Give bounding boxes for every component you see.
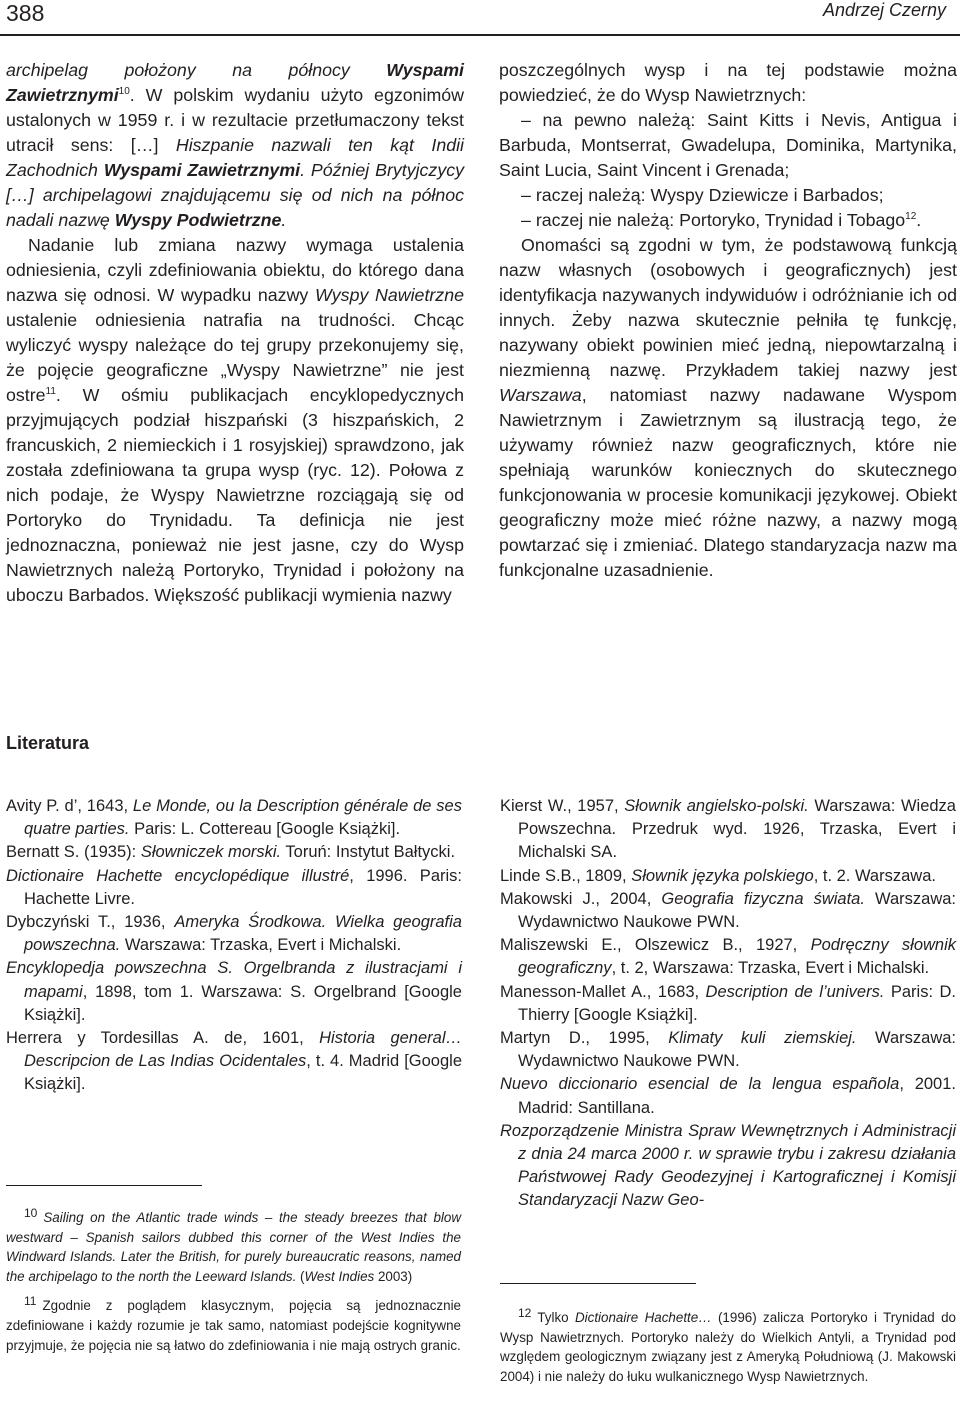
text-run: ] archipelagowi znajdującemu się od nich na północ nadali nazwę <box>6 185 464 230</box>
text-run: Dictionaire Hachette… <box>574 1310 712 1325</box>
reference-entry <box>6 795 462 841</box>
text-run: Zgodnie z poglądem klasycznym, pojęcia są jednoznacznie zdefiniowane i każdy rozumie je tak samo, natomiast podejście kognitywne przyjmuje, że pojęcia nie są łatwo do zdefiniowania i nie mają ostrych granic. <box>6 1298 461 1353</box>
text-run: Le Monde, ou la Description générale de ses quatre parties. <box>24 797 462 839</box>
left-column <box>6 58 464 608</box>
text-run: , 1996. Paris: Hachette Livre. <box>24 866 462 908</box>
text-run: Makowski J., 2004, <box>500 889 662 908</box>
text-run: Rozporządzenie Ministra Spraw Wewnętrznych i Administracji z dnia 24 marca 2000 r. w sprawie trybu i zakresu działania Państwowej Rady Geodezyjnej i Kartograficznej i Komisji Standaryzacji Nazw Geo- <box>500 1121 956 1210</box>
text-run: Warszawa <box>499 385 582 405</box>
text-run: Maliszewski E., Olszewicz B., 1927, <box>500 936 811 955</box>
reference-entry <box>500 865 956 888</box>
text-run: Kierst W., 1957, <box>500 797 625 815</box>
text-run: Nadanie lub zmiana nazwy wymaga ustalenia odniesienia, czyli zdefiniowania obiektu, do którego dana nazwa się odnosi. W wypadku nazwy <box>6 235 464 305</box>
text-run: 2003) <box>374 1268 413 1284</box>
text-run: Wyspami Zawietrznymi <box>6 60 464 105</box>
text-run: Martyn D., 1995, <box>500 1029 669 1048</box>
text-run: West Indies <box>304 1268 375 1284</box>
reference-entry <box>500 888 956 934</box>
text-run: – raczej nie należą: Portoryko, Trynidad i Tobago <box>521 210 906 230</box>
island-list <box>499 108 957 233</box>
text-run: Historia general… Descripcion de Las Indias Ocidentales <box>24 1029 462 1071</box>
text-run: Wyspy Nawietrzne <box>315 285 464 305</box>
text-run: , 1898, tom 1. Warszawa: S. Orgelbrand [Google Książki]. <box>24 982 462 1024</box>
text-run: Geografia fizyczna świata. <box>661 889 865 908</box>
text-run: Sailing on the Atlantic trade winds – the steady breezes that blow westward – Spanish sailors dubbed this corner of the West Indies the Windward Islands. Later the British, for purely bureaucratic reasons, named the archipelago to the north the Leeward Islands. <box>6 1210 461 1284</box>
page-number: 388 <box>6 0 45 26</box>
text-run: , natomiast nazwy nadawane Wyspom Nawietrznym i Zawietrznym są ilustracją tego, że używamy również nazw geograficznych, które nie spełniają warunków koniecznych do skutecznego funkcjonowania w procesie komunikacji językowej. Obiekt geograficzny może mieć różne nazwy, a nazwy mogą powtarzać się i zmieniać. Dlatego standaryzacja nazw ma funkcjonalne uzasadnienie. <box>499 385 957 580</box>
text-run: Tylko <box>537 1310 575 1325</box>
paragraph <box>499 233 957 583</box>
text-run: , 2001. Madrid: Santillana. <box>518 1075 956 1117</box>
footnotes-right <box>500 1308 956 1396</box>
page-header <box>0 0 960 38</box>
reference-entry <box>6 1027 462 1097</box>
footnotes-left <box>6 1208 461 1365</box>
reference-entry <box>500 795 956 865</box>
text-run: Warszawa: Trzaska, Evert i Michalski. <box>120 936 402 955</box>
footnote-10 <box>6 1208 461 1286</box>
text-run: … <box>10 185 29 205</box>
text-run: ( <box>296 1268 305 1284</box>
text-run: . <box>916 210 922 230</box>
list-item <box>499 208 957 233</box>
text-run: . W polskim wydaniu użyto egzonimów ustalonych w 1959 r. i w rezultacie przetłumaczony tekst utracił sens: [ <box>6 85 464 155</box>
reference-entry <box>500 1120 956 1213</box>
text-run: . W ośmiu publikacjach encyklopedycznych przyjmujących podział hiszpański (3 hiszpańskich, 2 francuskich, 2 niemieckich i 1 rosyjskiej) sprawdzono, jak została zdefiniowana ta grupa wysp (ryc. 12). Połowa z nich podaje, że Wyspy Nawietrzne rozciągają się od Portoryko do Trynidadu. Ta definicja nie jest jednoznaczna, ponieważ nie jest jasne, czy do Wysp Nawietrznych należą Portoryko, Trynidad i położony na uboczu Barbados. Większość publikacji wymienia nazwy <box>6 385 464 605</box>
text-run: archipelag położony na północy <box>6 60 387 80</box>
reference-entry <box>6 957 462 1027</box>
text-run: . <box>281 210 287 230</box>
footnote-rule-left <box>6 1185 202 1186</box>
footnote-number: 10 <box>24 1206 38 1220</box>
text-run: . Później Brytyjczycy [ <box>6 160 464 205</box>
text-run: Toruń: Instytut Bałtycki. <box>281 843 456 862</box>
text-run: Herrera y Tordesillas A. de, 1601, <box>6 1029 320 1048</box>
footnote-number: 12 <box>518 1306 532 1320</box>
reference-entry <box>500 1027 956 1073</box>
text-run: ] <box>153 135 176 155</box>
text-run: Paris: L. Cottereau [Google Książki]. <box>129 820 401 839</box>
text-run: Dybczyński T., 1936, <box>6 913 175 932</box>
text-run: Nuevo diccionario esencial de la lengua española <box>500 1075 900 1094</box>
paragraph: poszczególnych wysp i na tej podstawie można powiedzieć, że do Wysp Nawietrznych: <box>499 60 957 105</box>
footnote-ref: 10 <box>118 86 130 97</box>
text-run: Onomaści są zgodni w tym, że podstawową funkcją nazw własnych (osobowych i geograficznych) jest identyfikacja nazywanych indywiduów i odróżnianie ich od innych. Żeby nazwa skutecznie pełniła tę funkcję, nazywany obiekt powinien mieć jedną, niepowtarzalną i niezmienną nazwę. Przykładem takiej nazwy jest <box>499 235 957 380</box>
reference-entry <box>500 934 956 980</box>
text-run: Bernatt S. (1935): <box>6 843 141 862</box>
section-title-literatura: Literatura <box>6 733 90 753</box>
text-run: Hiszpanie nazwali ten kąt Indii Zachodnich <box>6 135 464 180</box>
text-run: … <box>135 135 154 155</box>
list-item: – na pewno należą: Saint Kitts i Nevis, Antigua i Barbuda, Montserrat, Gwadelupa, Dominika, Martynika, Saint Lucia, Saint Vincent i Grenada; <box>499 110 957 180</box>
text-run: (1996) zalicza Portoryko i Trynidad do Wysp Nawietrznych. Portoryko należy do Wielkich Antyli, a Trynidad pod względem geologicznym związany jest z Ameryką Południową (J. Makowski 2004) i nie należy do łuku wulkanicznego Wysp Nawietrznych. <box>500 1310 956 1384</box>
text-run: Dictionaire Hachette encyclopédique illustré <box>6 866 350 885</box>
footnote-rule-right <box>500 1283 696 1284</box>
footnote-11 <box>6 1296 461 1355</box>
text-run: Wyspami Zawietrznymi <box>103 160 301 180</box>
paragraph <box>6 233 464 608</box>
text-run: , t. 4. Madrid [Google Książki]. <box>24 1052 463 1094</box>
text-run: Warszawa: Wydawnictwo Naukowe PWN. <box>518 889 956 932</box>
reference-entry <box>500 1073 956 1119</box>
text-run: Klimaty kuli ziemskiej. <box>668 1029 857 1048</box>
text-run: Ameryka Środkowa. Wielka geografia powszechna. <box>24 913 462 955</box>
text-run: ustalenie odniesienia natrafia na trudności. Chcąc wyliczyć wyspy należące do tej grupy przekonujemy się, że pojęcie geograficzne „Wyspy Nawietrzne” nie jest ostre <box>6 310 464 405</box>
reference-entry <box>6 841 462 864</box>
reference-entry <box>6 911 462 957</box>
text-run: Encyklopedja powszechna S. Orgelbranda z ilustracjami i mapami <box>6 959 462 1001</box>
text-run: Słowniczek morski. <box>140 843 282 862</box>
reference-entry <box>6 865 462 911</box>
footnote-12 <box>500 1308 956 1386</box>
text-run: Paris: D. Thierry [Google Książki]. <box>518 982 956 1024</box>
text-run: , t. 2. Warszawa. <box>813 866 936 885</box>
paragraph <box>6 58 464 233</box>
footnote-number: 11 <box>24 1294 37 1309</box>
right-column <box>499 58 957 583</box>
text-run: , t. 2, Warszawa: Trzaska, Evert i Michalski. <box>611 959 930 978</box>
text-run: Wyspy Podwietrzne <box>114 210 282 230</box>
text-run: Słownik języka polskiego <box>631 866 814 885</box>
running-head-author: Andrzej Czerny <box>822 0 946 20</box>
list-item: – raczej należą: Wyspy Dziewicze i Barbados; <box>521 185 884 205</box>
references-right <box>500 795 956 1213</box>
reference-entry <box>500 981 956 1027</box>
text-run: Podręczny słownik geograficzny <box>518 936 957 978</box>
header-rule <box>0 34 960 36</box>
text-run: Warszawa: Wiedza Powszechna. Przedruk wyd. 1926, Trzaska, Evert i Michalski SA. <box>518 797 956 862</box>
footnote-ref: 11 <box>45 386 56 397</box>
text-run: Avity P. d’, 1643, <box>6 797 133 815</box>
text-run: Słownik angielsko-polski. <box>624 797 809 815</box>
references-left <box>6 795 462 1097</box>
text-run: Linde S.B., 1809, <box>500 866 632 885</box>
text-run: Manesson-Mallet A., 1683, <box>500 982 706 1001</box>
footnote-ref: 12 <box>905 211 917 222</box>
text-run: Description de l’univers. <box>705 982 885 1001</box>
text-run: Warszawa: Wydawnictwo Naukowe PWN. <box>518 1029 957 1071</box>
